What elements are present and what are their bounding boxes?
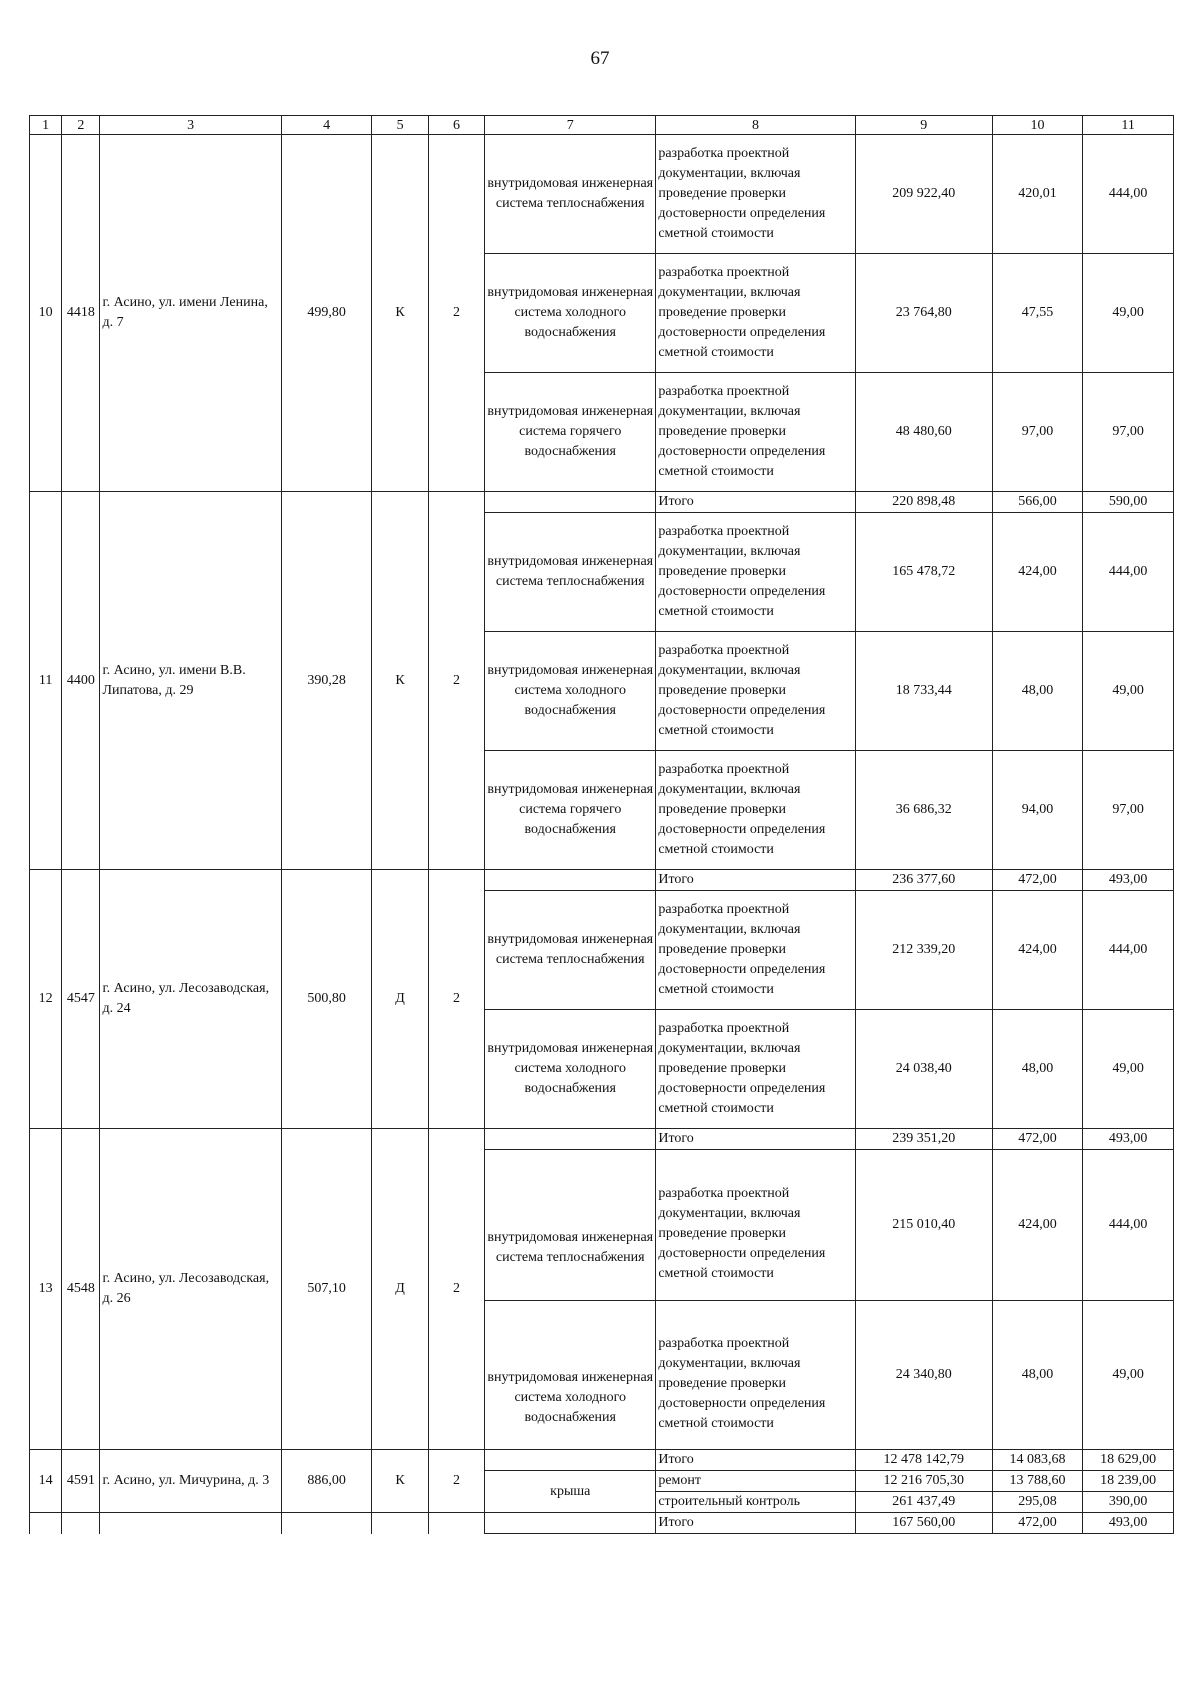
blank-cell	[485, 492, 656, 513]
blank-cell	[485, 1129, 656, 1150]
table-row	[30, 1513, 1174, 1534]
cost-total: 209 922,40	[855, 135, 992, 254]
house-type: К	[372, 135, 428, 492]
col-header: 8	[656, 116, 855, 135]
cost-per-m2: 48,00	[992, 632, 1083, 751]
cost-total: 215 010,40	[855, 1150, 992, 1301]
work-description: разработка проектной документации, включая проведение проверки достоверности определения сметной стоимости	[656, 373, 855, 492]
blank-cell	[485, 1450, 656, 1471]
cost-limit: 97,00	[1083, 751, 1174, 870]
system-name: внутридомовая инженерная система горячего водоснабжения	[485, 751, 656, 870]
table-row	[30, 135, 1174, 254]
house-type: Д	[372, 1129, 428, 1450]
total-limit: 493,00	[1083, 1129, 1174, 1150]
total-cost: 239 351,20	[855, 1129, 992, 1150]
house-area: 499,80	[281, 135, 372, 492]
total-limit: 590,00	[1083, 492, 1174, 513]
cost-per-m2: 94,00	[992, 751, 1083, 870]
total-limit: 18 629,00	[1083, 1450, 1174, 1471]
work-description: разработка проектной документации, включая проведение проверки достоверности определения сметной стоимости	[656, 632, 855, 751]
cost-total: 261 437,49	[855, 1492, 992, 1513]
system-name: внутридомовая инженерная система холодного водоснабжения	[485, 254, 656, 373]
house-area: 390,28	[281, 492, 372, 870]
work-description: разработка проектной документации, включая проведение проверки достоверности определения сметной стоимости	[656, 513, 855, 632]
cost-per-m2: 48,00	[992, 1301, 1083, 1450]
house-type: К	[372, 492, 428, 870]
cost-total: 36 686,32	[855, 751, 992, 870]
system-name: внутридомовая инженерная система теплоснабжения	[485, 513, 656, 632]
blank-cell	[62, 1513, 100, 1534]
cost-per-m2: 48,00	[992, 1010, 1083, 1129]
house-n: 2	[428, 870, 484, 1129]
col-header: 11	[1083, 116, 1174, 135]
house-n: 2	[428, 1129, 484, 1450]
total-cost: 220 898,48	[855, 492, 992, 513]
total-row	[30, 1450, 1174, 1471]
row-number: 11	[30, 492, 62, 870]
system-name: внутридомовая инженерная система холодного водоснабжения	[485, 1010, 656, 1129]
total-row	[30, 1129, 1174, 1150]
cost-limit: 18 239,00	[1083, 1471, 1174, 1492]
cost-per-m2: 97,00	[992, 373, 1083, 492]
cost-per-m2: 424,00	[992, 513, 1083, 632]
system-name: внутридомовая инженерная система холодного водоснабжения	[485, 632, 656, 751]
house-n: 2	[428, 492, 484, 870]
col-header: 9	[855, 116, 992, 135]
col-header: 5	[372, 116, 428, 135]
house-type: К	[372, 1450, 428, 1513]
cost-total: 212 339,20	[855, 891, 992, 1010]
work-description: разработка проектной документации, включая проведение проверки достоверности определения сметной стоимости	[656, 1301, 855, 1450]
house-area: 886,00	[281, 1450, 372, 1513]
house-code: 4548	[62, 1129, 100, 1450]
cost-limit: 444,00	[1083, 891, 1174, 1010]
cost-total: 12 216 705,30	[855, 1471, 992, 1492]
work-description: разработка проектной документации, включая проведение проверки достоверности определения сметной стоимости	[656, 891, 855, 1010]
blank-cell	[30, 1513, 62, 1534]
cost-limit: 444,00	[1083, 135, 1174, 254]
total-per-m2: 472,00	[992, 1129, 1083, 1150]
house-n: 2	[428, 1450, 484, 1513]
total-cost: 167 560,00	[855, 1513, 992, 1534]
house-area: 500,80	[281, 870, 372, 1129]
cost-per-m2: 295,08	[992, 1492, 1083, 1513]
cost-limit: 49,00	[1083, 254, 1174, 373]
blank-cell	[281, 1513, 372, 1534]
work-description: разработка проектной документации, включая проведение проверки достоверности определения сметной стоимости	[656, 254, 855, 373]
cost-limit: 444,00	[1083, 513, 1174, 632]
cost-per-m2: 424,00	[992, 891, 1083, 1010]
total-label: Итого	[656, 1513, 855, 1534]
row-number: 12	[30, 870, 62, 1129]
total-label: Итого	[656, 1129, 855, 1150]
blank-cell	[372, 1513, 428, 1534]
cost-total: 24 340,80	[855, 1301, 992, 1450]
total-limit: 493,00	[1083, 1513, 1174, 1534]
total-row	[30, 870, 1174, 891]
house-code: 4418	[62, 135, 100, 492]
col-header: 1	[30, 116, 62, 135]
blank-cell	[428, 1513, 484, 1534]
total-cost: 236 377,60	[855, 870, 992, 891]
cost-limit: 390,00	[1083, 1492, 1174, 1513]
total-per-m2: 566,00	[992, 492, 1083, 513]
cost-total: 18 733,44	[855, 632, 992, 751]
house-address: г. Асино, ул. Лесозаводская, д. 26	[100, 1129, 281, 1450]
total-label: Итого	[656, 1450, 855, 1471]
col-header: 4	[281, 116, 372, 135]
repair-schedule-table	[29, 115, 1174, 1534]
house-address: г. Асино, ул. имени В.В. Липатова, д. 29	[100, 492, 281, 870]
col-header: 10	[992, 116, 1083, 135]
total-per-m2: 472,00	[992, 1513, 1083, 1534]
cost-limit: 49,00	[1083, 1010, 1174, 1129]
blank-cell	[100, 1513, 281, 1534]
cost-per-m2: 47,55	[992, 254, 1083, 373]
total-per-m2: 14 083,68	[992, 1450, 1083, 1471]
total-limit: 493,00	[1083, 870, 1174, 891]
total-per-m2: 472,00	[992, 870, 1083, 891]
cost-per-m2: 424,00	[992, 1150, 1083, 1301]
cost-total: 23 764,80	[855, 254, 992, 373]
house-code: 4547	[62, 870, 100, 1129]
col-header: 2	[62, 116, 100, 135]
house-type: Д	[372, 870, 428, 1129]
row-number: 10	[30, 135, 62, 492]
house-address: г. Асино, ул. имени Ленина, д. 7	[100, 135, 281, 492]
header-row	[30, 116, 1174, 135]
page-number: 67	[590, 48, 610, 69]
cost-per-m2: 13 788,60	[992, 1471, 1083, 1492]
work-description: разработка проектной документации, включая проведение проверки достоверности определения сметной стоимости	[656, 135, 855, 254]
work-description: разработка проектной документации, включая проведение проверки достоверности определения сметной стоимости	[656, 1150, 855, 1301]
col-header: 7	[485, 116, 656, 135]
blank-cell	[485, 1513, 656, 1534]
system-name: внутридомовая инженерная система теплоснабжения	[485, 891, 656, 1010]
system-name: внутридомовая инженерная система теплоснабжения	[485, 1150, 656, 1301]
col-header: 6	[428, 116, 484, 135]
col-header: 3	[100, 116, 281, 135]
house-area: 507,10	[281, 1129, 372, 1450]
row-number: 13	[30, 1129, 62, 1450]
cost-limit: 97,00	[1083, 373, 1174, 492]
cost-limit: 49,00	[1083, 1301, 1174, 1450]
work-description: ремонт	[656, 1471, 855, 1492]
cost-limit: 49,00	[1083, 632, 1174, 751]
system-name: крыша	[485, 1471, 656, 1513]
work-description: строительный контроль	[656, 1492, 855, 1513]
work-description: разработка проектной документации, включая проведение проверки достоверности определения сметной стоимости	[656, 751, 855, 870]
total-row	[30, 492, 1174, 513]
cost-total: 165 478,72	[855, 513, 992, 632]
total-label: Итого	[656, 870, 855, 891]
house-code: 4400	[62, 492, 100, 870]
cost-per-m2: 420,01	[992, 135, 1083, 254]
house-n: 2	[428, 135, 484, 492]
house-code: 4591	[62, 1450, 100, 1513]
work-description: разработка проектной документации, включая проведение проверки достоверности определения сметной стоимости	[656, 1010, 855, 1129]
system-name: внутридомовая инженерная система холодного водоснабжения	[485, 1301, 656, 1450]
house-address: г. Асино, ул. Лесозаводская, д. 24	[100, 870, 281, 1129]
total-label: Итого	[656, 492, 855, 513]
row-number: 14	[30, 1450, 62, 1513]
system-name: внутридомовая инженерная система теплоснабжения	[485, 135, 656, 254]
system-name: внутридомовая инженерная система горячего водоснабжения	[485, 373, 656, 492]
cost-total: 48 480,60	[855, 373, 992, 492]
cost-limit: 444,00	[1083, 1150, 1174, 1301]
cost-total: 24 038,40	[855, 1010, 992, 1129]
blank-cell	[485, 870, 656, 891]
house-address: г. Асино, ул. Мичурина, д. 3	[100, 1450, 281, 1513]
total-cost: 12 478 142,79	[855, 1450, 992, 1471]
